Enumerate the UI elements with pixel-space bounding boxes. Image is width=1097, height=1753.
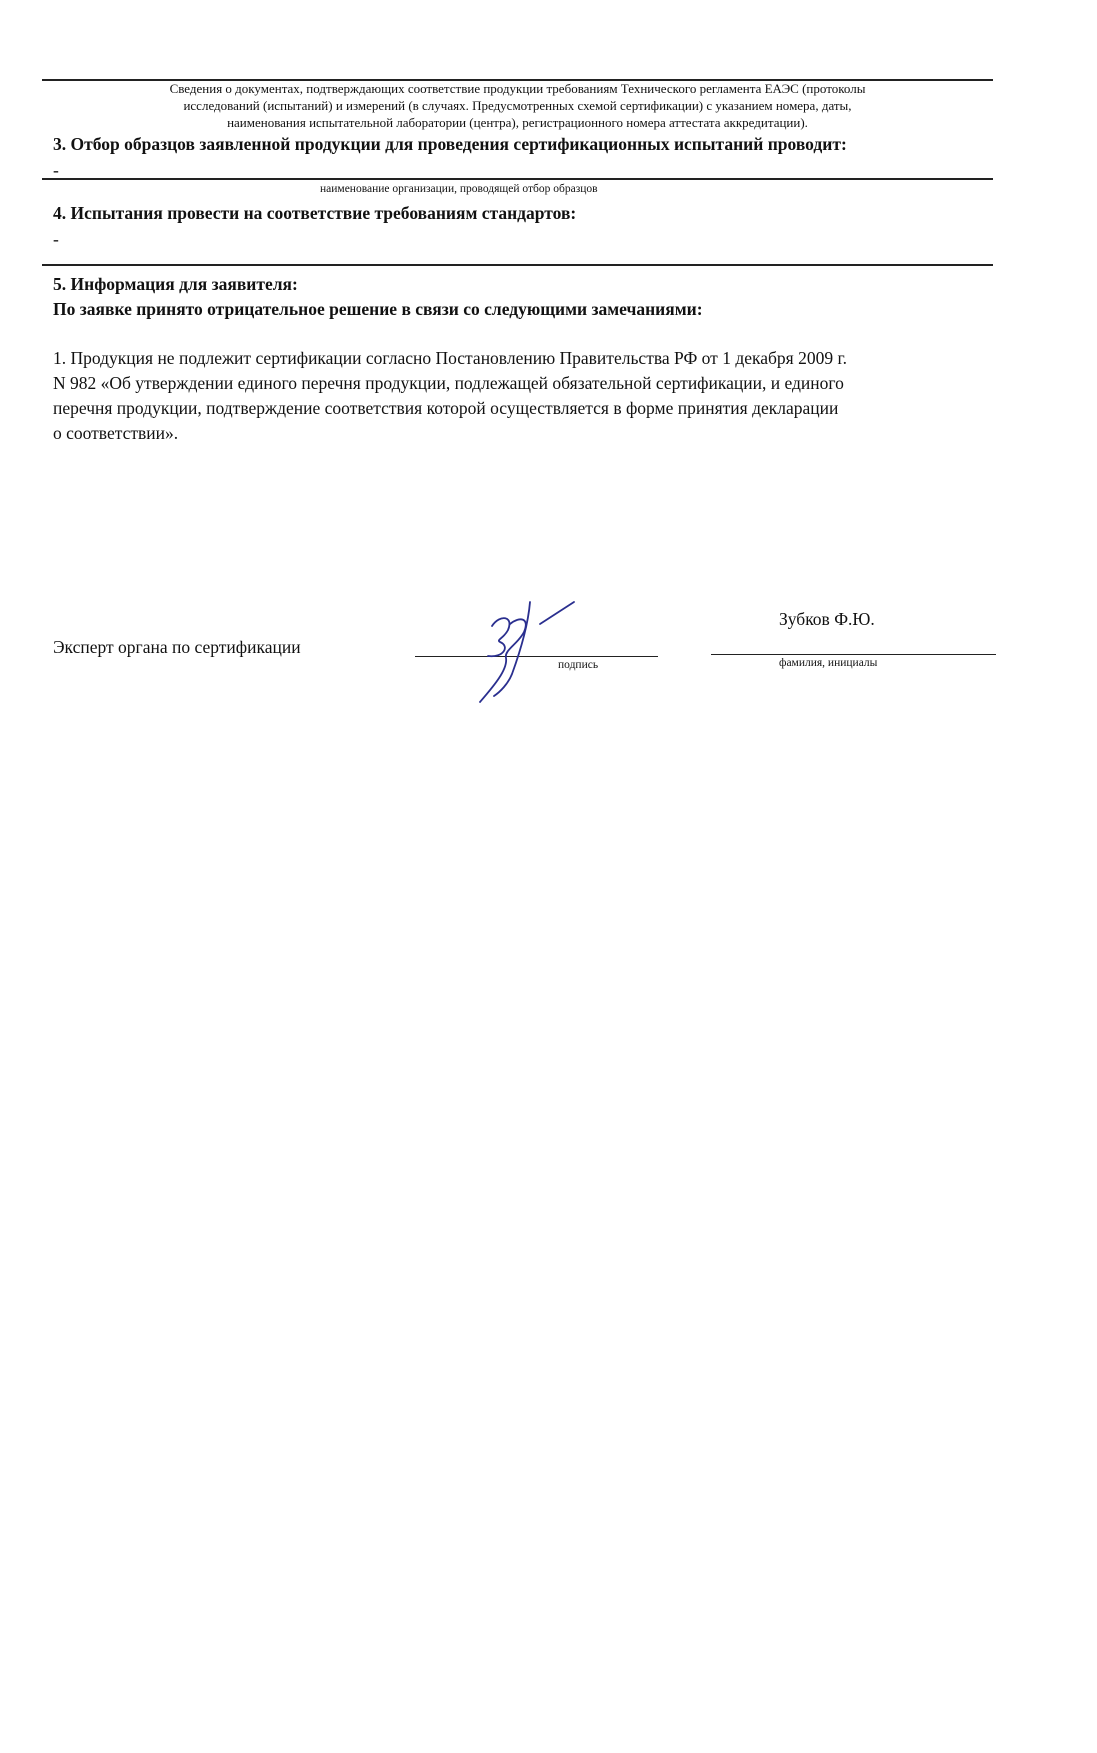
handwritten-signature: [470, 596, 585, 704]
remark-line-2: N 982 «Об утверждении единого перечня продукции, подлежащей обязательной сертификации, и единого: [53, 373, 844, 393]
documents-note-line-3: наименования испытательной лаборатории (центра), регистрационного номера аттестата аккредитации).: [227, 115, 808, 130]
signature-caption: подпись: [558, 659, 599, 671]
remark-line-1: 1. Продукция не подлежит сертификации согласно Постановлению Правительства РФ от 1 декабря 2009 г.: [53, 348, 848, 368]
section-3-caption: наименование организации, проводящей отбор образцов: [320, 183, 598, 195]
section-3-value: -: [53, 160, 59, 180]
section-5-subheading: По заявке принято отрицательное решение в связи со следующими замечаниями:: [53, 299, 703, 319]
expert-name: Зубков Ф.Ю.: [779, 609, 875, 629]
section-4-value: -: [53, 229, 59, 249]
section-4-heading: 4. Испытания провести на соответствие требованиям стандартов:: [53, 203, 577, 223]
documents-note-line-1: Сведения о документах, подтверждающих соответствие продукции требованиям Технического регламента ЕАЭС (протоколы: [169, 81, 866, 96]
expert-role-label: Эксперт органа по сертификации: [53, 637, 301, 657]
section-3-rule: [42, 178, 993, 180]
section-4-rule: [42, 264, 993, 266]
documents-note-line-2: исследований (испытаний) и измерений (в случаях. Предусмотренных схемой сертификации) с указанием номера, даты,: [183, 98, 852, 113]
name-line: [711, 654, 996, 655]
section-3-heading: 3. Отбор образцов заявленной продукции для проведения сертификационных испытаний проводит:: [53, 134, 847, 154]
section-5-heading: 5. Информация для заявителя:: [53, 274, 298, 294]
remark-line-4: о соответствии».: [53, 423, 179, 443]
remark-line-3: перечня продукции, подтверждение соответствия которой осуществляется в форме принятия декларации: [53, 398, 839, 418]
name-caption: фамилия, инициалы: [779, 657, 878, 669]
